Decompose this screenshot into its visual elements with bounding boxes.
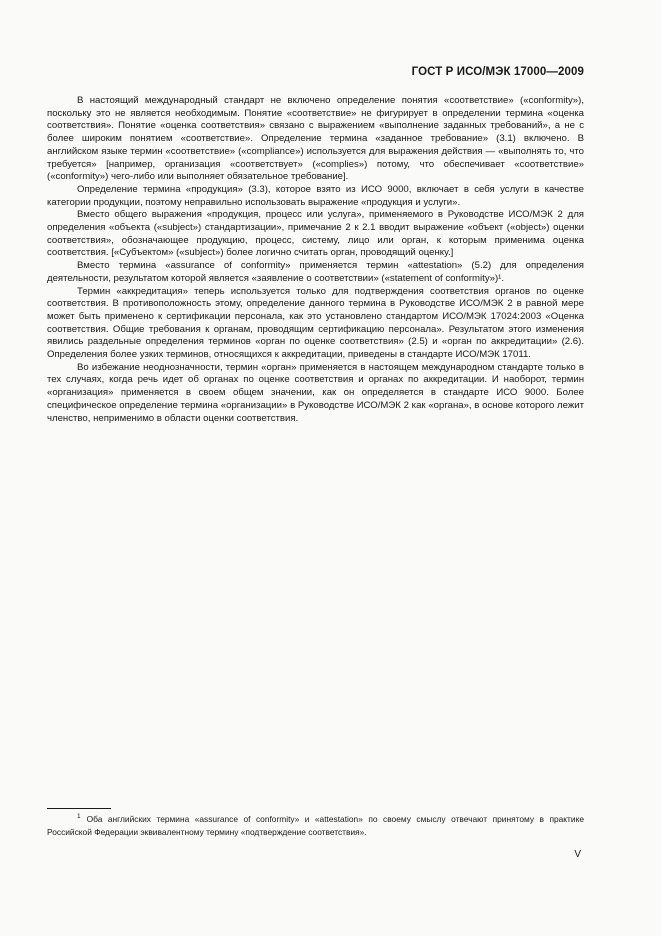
- paragraph: Вместо термина «assurance of conformity» применяется термин «attestation» (5.2) для определения деятельности, результатом которой является «заявление о соответствии» («statement of conformity»)¹.: [47, 260, 584, 284]
- document-body: [47, 95, 584, 425]
- paragraph: В настоящий международный стандарт не включено определение понятия «соответствие» («conformity»), поскольку это не является необходимым. Понятие «соответствие» не фигурирует в определении термина «оценка соответствия». Понятие «оценка соответствия» связано с выражением «выполнение заданных требований», а не с более широким понятием «соответствие». Определение термина «заданное требование» (3.1) включено. В английском языке термин «соответствие» («compliance») используется для выражения действия — «выполнять то, что требуется» [например, организация «соответствует» («complies») потому, что обеспечивает «соответствие» («conformity») чего-либо или выполняет обязательное требование].: [47, 95, 584, 183]
- page-number: V: [574, 849, 581, 860]
- paragraph: Термин «аккредитация» теперь используется только для подтверждения соответствия органов по оценке соответствия. В противоположность этому, определение данного термина в Руководстве ИСО/МЭК 2 в равной мере может быть применено к сертификации персонала, как это установлено стандартом ИСО/МЭК 17024:2003 «Оценка соответствия. Общие требования к органам, проводящим сертификацию персонала». Результатом этого изменения явились раздельные определения терминов «орган по оценке соответствия» (2.5) и «орган по аккредитации» (2.6). Определения более узких терминов, относящихся к аккредитации, приведены в стандарте ИСО/МЭК 17011.: [47, 285, 584, 361]
- footnote-divider: [47, 808, 111, 809]
- paragraph: Определение термина «продукция» (3.3), которое взято из ИСО 9000, включает в себя услуги в качестве категории продукции, поэтому неправильно использовать выражение «продукция и услуги».: [47, 183, 584, 208]
- footnote-text: Оба английских термина «assurance of conformity» и «attestation» по своему смыслу отвечают принятому в практике Российской Федерации эквивалентному термину «подтверждение соответствия».: [47, 814, 584, 837]
- standard-title: ГОСТ Р ИСО/МЭК 17000—2009: [411, 66, 584, 78]
- footnote: 1 Оба английских термина «assurance of conformity» и «attestation» по своему смыслу отвечают принятому в практике Российской Федерации эквивалентному термину «подтверждение соответствия».: [47, 813, 584, 837]
- paragraph: Вместо общего выражения «продукция, процесс или услуга», применяемого в Руководстве ИСО/МЭК 2 для определения «объекта («subject») стандартизации», примечание 2 к 2.1 вводит выражение «объект («object») оценки соответствия», обозначающее продукцию, процесс, систему, лицо или орган, к которым применима оценка соответствия. [«Субъектом» («subject») более логично считать орган, проводящий оценку.]: [47, 209, 584, 259]
- paragraph: Во избежание неоднозначности, термин «орган» применяется в настоящем международном стандарте только в тех случаях, когда речь идет об органах по оценке соответствия и органах по аккредитации. И наоборот, термин «организация» применяется в своем общем значении, как он определяется в стандарте ИСО 9000. Более специфическое определение термина «организации» в Руководстве ИСО/МЭК 2 как «органа», в основе которого лежит членство, неприменимо в области оценки соответствия.: [47, 361, 584, 424]
- document-header: [412, 66, 584, 78]
